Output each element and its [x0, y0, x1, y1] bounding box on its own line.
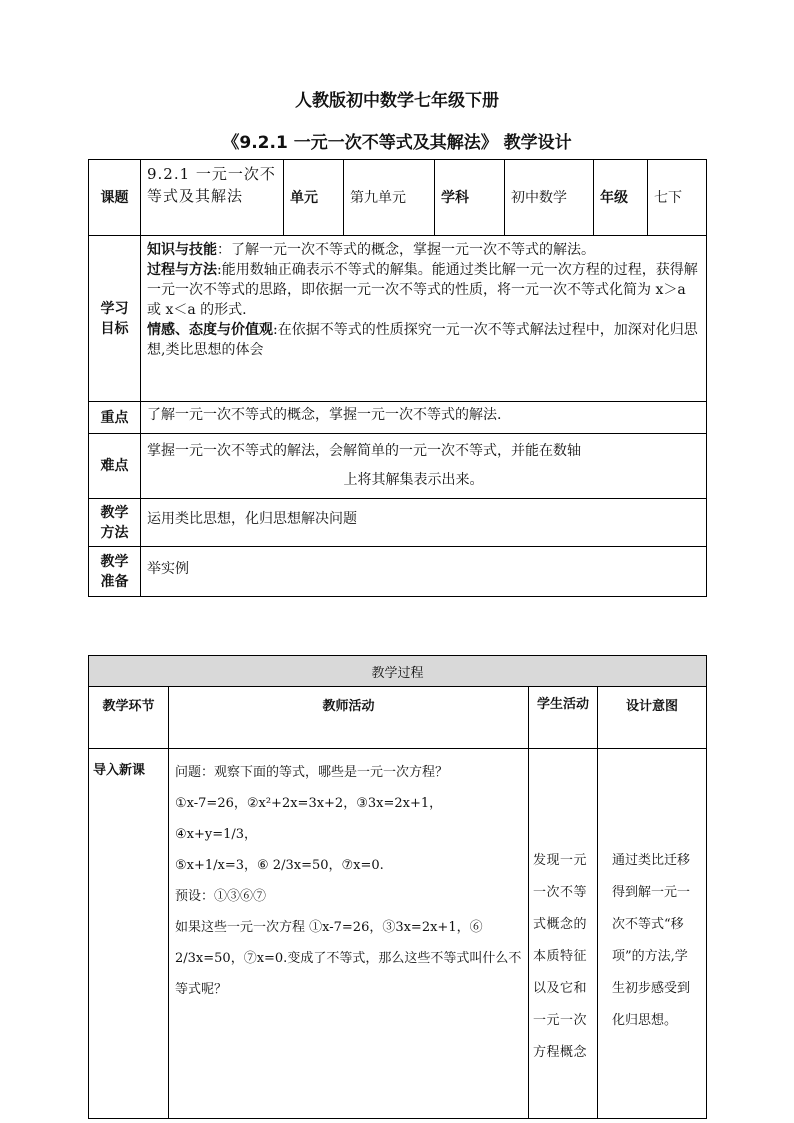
document-subtitle: 《9.2.1 一元一次不等式及其解法》 教学设计 — [222, 133, 572, 153]
col-intent-header: 设计意图 — [598, 687, 707, 749]
subject-value: 初中数学 — [505, 160, 594, 236]
key-point-text: 了解一元一次不等式的概念，掌握一元一次不等式的解法. — [141, 402, 707, 434]
question-line: 问题：观察下面的等式，哪些是一元一次方程？ — [175, 765, 449, 780]
difficulty-line-2: 上将其解集表示出来。 — [343, 472, 484, 488]
follow-up-question: 如果这些一元一次方程 ①x-7=26，③3x=2x+1，⑥ 2/3x=50，⑦x=0.变成了不等式，那么这些不等式叫什么不等式呢？ — [175, 920, 522, 997]
key-point-label: 重点 — [89, 402, 141, 434]
difficulty-line-1: 掌握一元一次不等式的解法，会解简单的一元一次不等式，并能在数轴 — [147, 443, 581, 459]
unit-label: 单元 — [284, 160, 344, 236]
grade-label: 年级 — [594, 160, 648, 236]
stage-intro: 导入新课 — [89, 749, 169, 1119]
lesson-info-table — [88, 159, 707, 597]
grade-value: 七下 — [648, 160, 707, 236]
topic-value: 9.2.1 一元一次不等式及其解法 — [141, 160, 284, 236]
topic-label: 课题 — [89, 160, 141, 236]
preset-answer: 预设：①③⑥⑦ — [175, 889, 267, 904]
equations-line-2: ⑤x+1/x=3，⑥ 2/3x=50，⑦x=0. — [175, 858, 384, 873]
col-stage-header: 教学环节 — [89, 687, 169, 749]
teaching-prep-text: 举实例 — [141, 547, 707, 597]
objective-knowledge: 知识与技能：了解一元一次不等式的概念，掌握一元一次不等式的解法。 — [147, 242, 595, 258]
difficulty-content — [141, 434, 707, 499]
subject-label: 学科 — [435, 160, 505, 236]
equations-line-1: ①x-7=26，②x²+2x=3x+2，③3x=2x+1，④x+y=1/3， — [175, 796, 443, 842]
unit-value: 第九单元 — [344, 160, 435, 236]
teaching-method-text: 运用类比思想，化归思想解决问题 — [141, 499, 707, 547]
document-title: 人教版初中数学七年级下册 — [295, 91, 499, 111]
teacher-activity — [169, 749, 529, 1119]
difficulty-label: 难点 — [89, 434, 141, 499]
teaching-prep-label: 教学准备 — [89, 547, 141, 597]
objectives-label: 学习目标 — [89, 236, 141, 402]
student-activity: 发现一元一次不等式概念的本质特征以及它和一元一次方程概念 — [529, 749, 598, 1119]
objective-process: 过程与方法:能用数轴正确表示不等式的解集。能通过类比解一元一次方程的过程，获得解一元一次不等式的思路，即依据一元一次不等式的性质，将一元一次不等式化简为 x＞a 或 x＜a 的形式. — [147, 262, 698, 318]
process-title: 教学过程 — [89, 656, 707, 687]
col-student-header: 学生活动 — [529, 687, 598, 749]
col-teacher-header: 教师活动 — [169, 687, 529, 749]
design-intent: 通过类比迁移得到解一元一次不等式“移项”的方法,学生初步感受到化归思想。 — [598, 749, 707, 1119]
objectives-content — [141, 236, 707, 402]
teaching-process-table — [88, 655, 707, 1119]
teaching-method-label: 教学方法 — [89, 499, 141, 547]
objective-attitude: 情感、态度与价值观:在依据不等式的性质探究一元一次不等式解法过程中，加深对化归思想,类比思想的体会 — [147, 322, 698, 358]
